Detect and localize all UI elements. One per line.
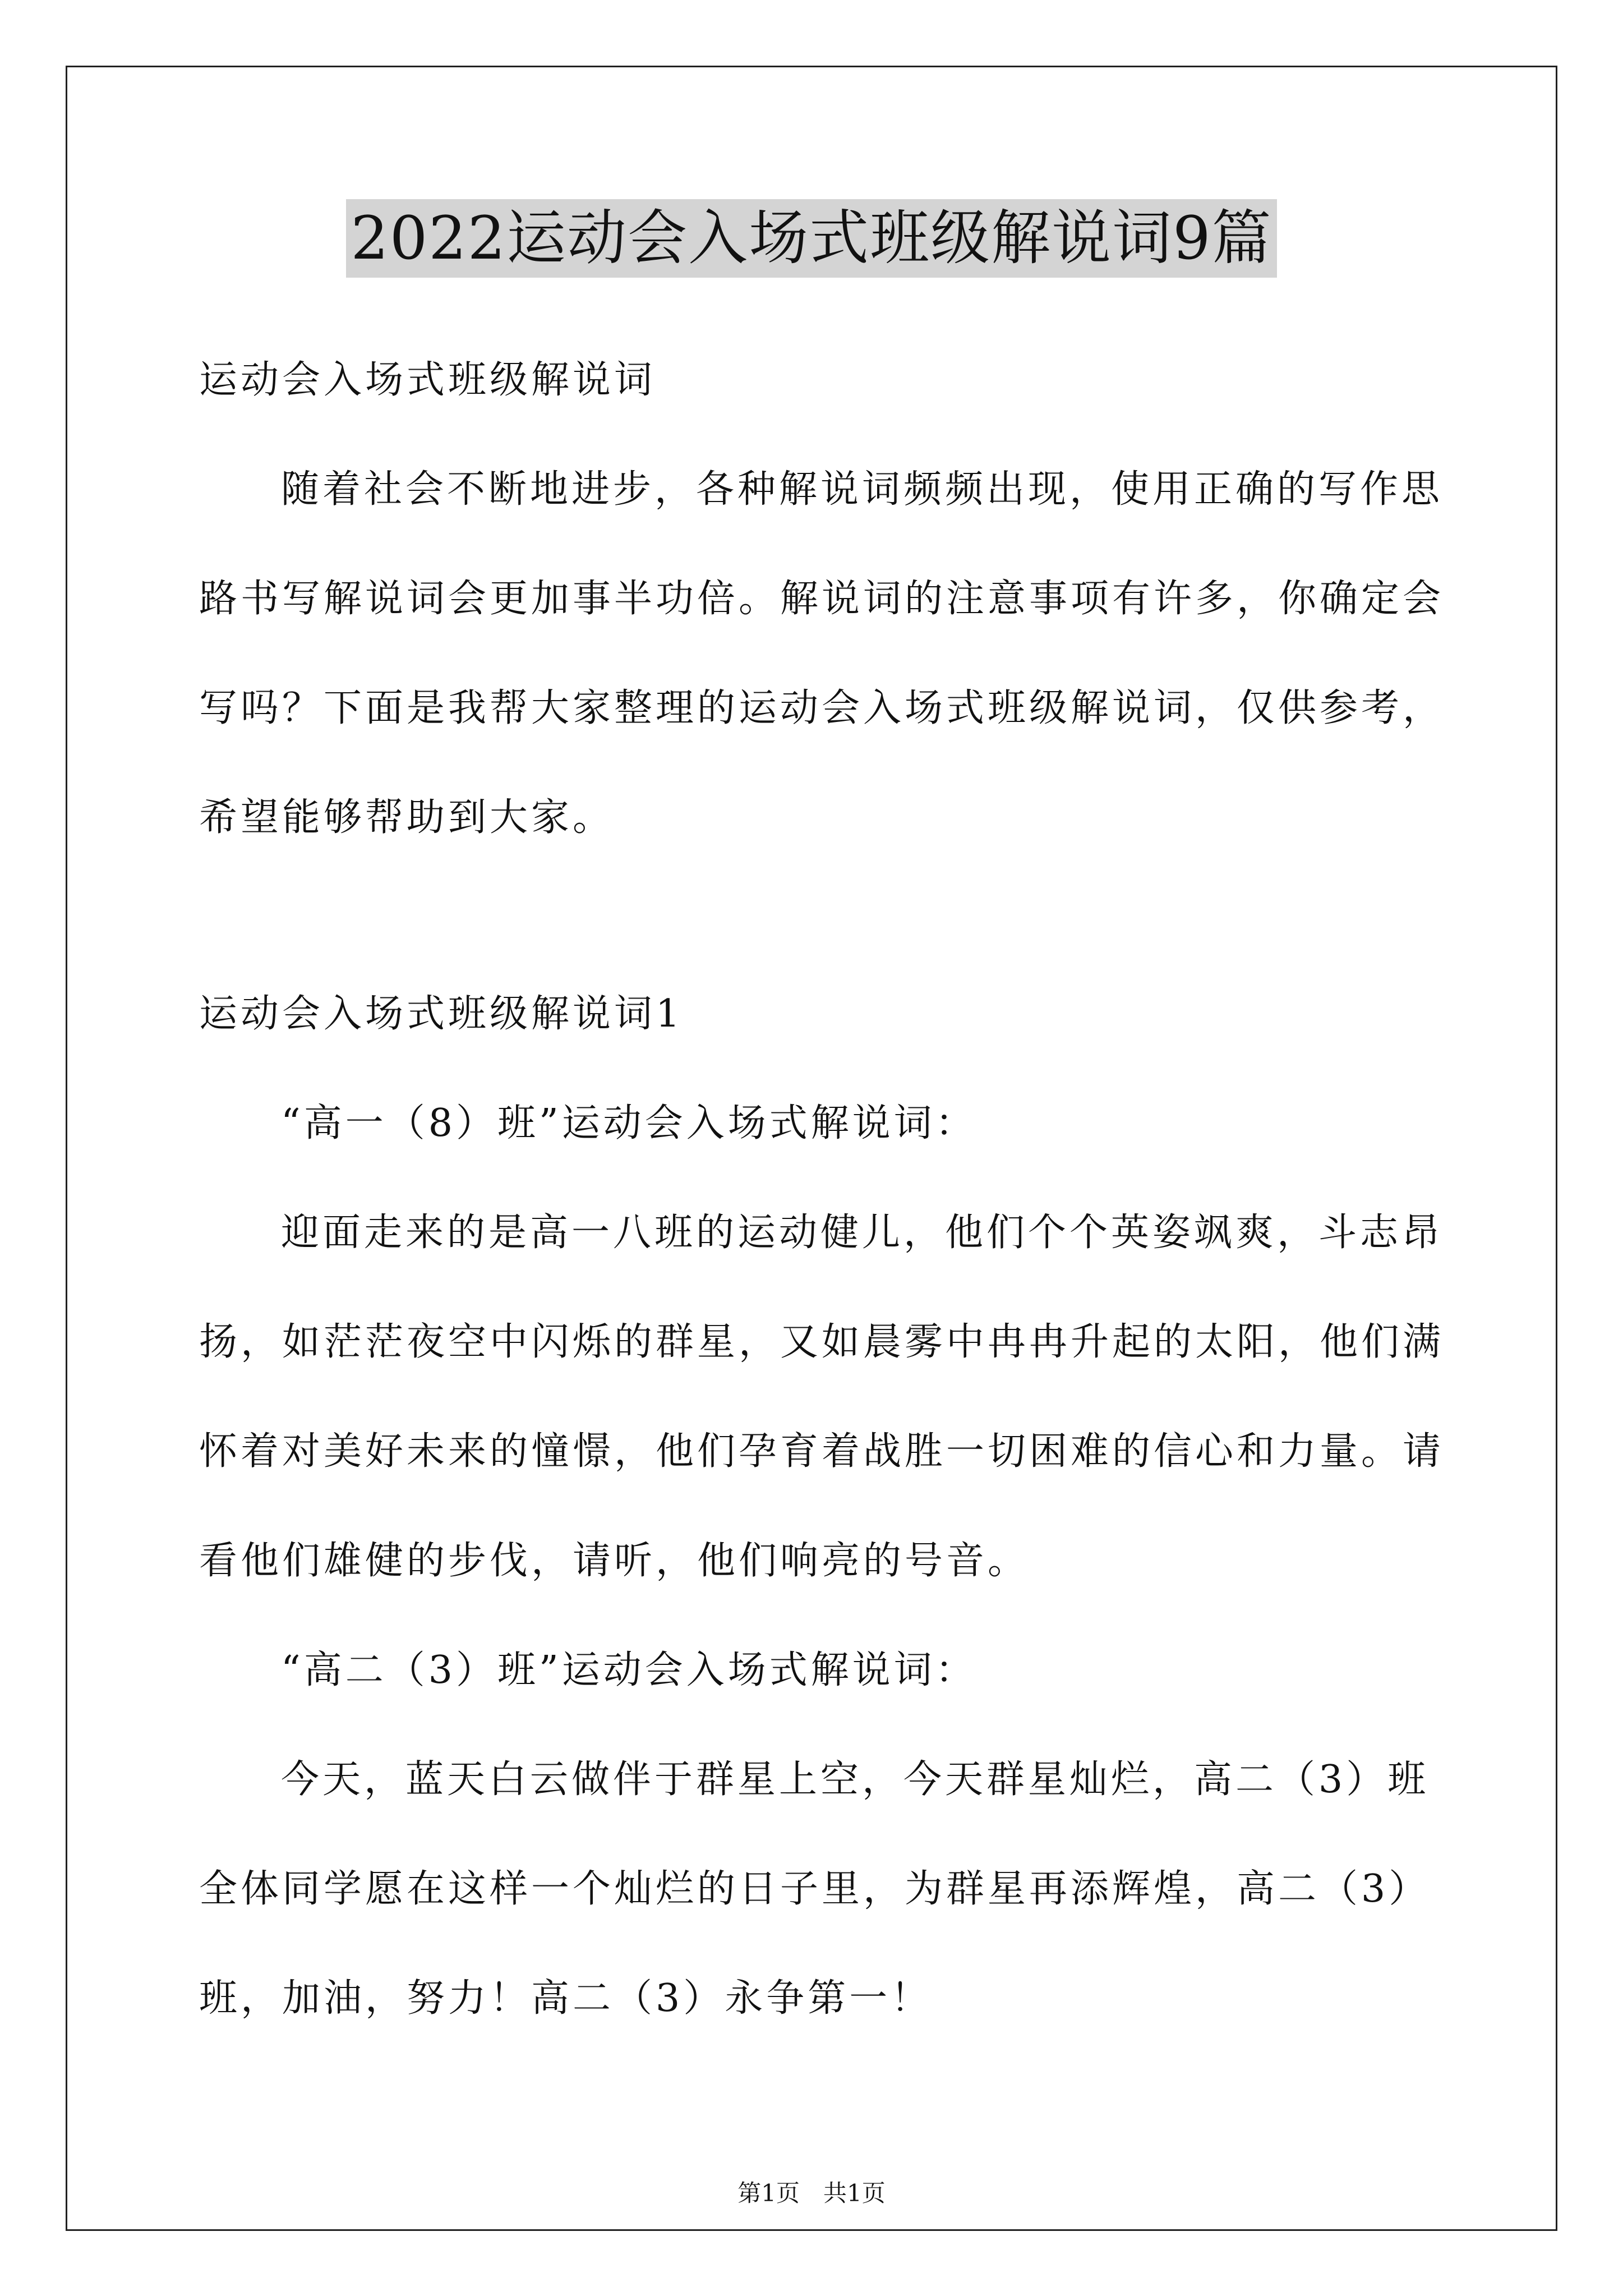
section-heading: 运动会入场式班级解说词 <box>199 358 656 402</box>
page-footer: 第1页 共1页 <box>737 2179 886 2207</box>
class-1-paragraph: 迎面走来的是高一八班的运动健儿，他们个个英姿飒爽，斗志昂扬，如茫茫夜空中闪烁的群星，又如晨雾中冉冉升起的太阳，他们满怀着对美好未来的憧憬，他们孕育着战胜一切困难的信心和力量。请看他们雄健的步伐，请听，他们响亮的号音。 <box>199 1211 1445 1583</box>
title-container <box>0 199 1623 278</box>
document-title: 2022运动会入场式班级解说词9篇 <box>346 199 1276 278</box>
subsection-heading: 运动会入场式班级解说词1 <box>199 992 684 1036</box>
class-1-heading: “高一（8）班”运动会入场式解说词： <box>281 1101 977 1145</box>
intro-paragraph: 随着社会不断地进步，各种解说词频频出现，使用正确的写作思路书写解说词会更加事半功倍。解说词的注意事项有许多，你确定会写吗？下面是我帮大家整理的运动会入场式班级解说词，仅供参考，希望能够帮助到大家。 <box>199 467 1445 840</box>
class-2-heading: “高二（3）班”运动会入场式解说词： <box>281 1648 977 1692</box>
class-2-paragraph: 今天，蓝天白云做伴于群星上空，今天群星灿烂，高二（3）班全体同学愿在这样一个灿烂的日子里，为群星再添辉煌，高二（3）班，加油，努力！高二（3）永争第一！ <box>199 1757 1431 2021</box>
